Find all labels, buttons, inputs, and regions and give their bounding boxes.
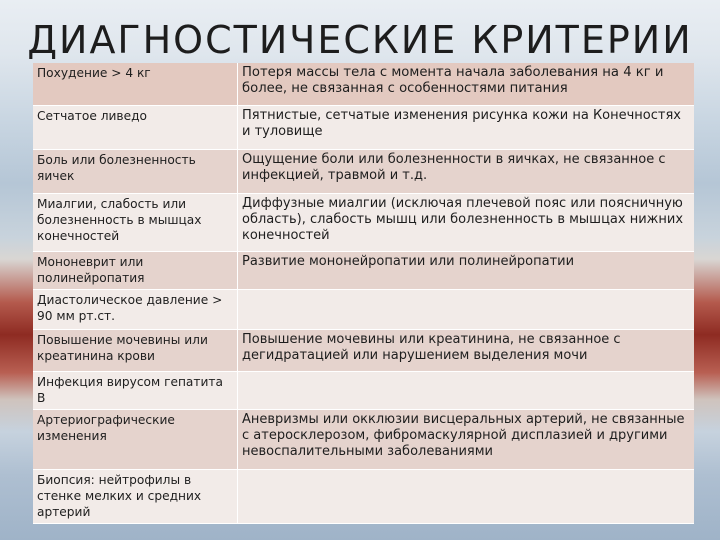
- criteria-table: [33, 63, 694, 524]
- page-title: ДИАГНОСТИЧЕСКИЕ КРИТЕРИИ: [27, 18, 693, 62]
- table-row: [33, 329, 694, 371]
- criterion-cell: Боль или болезненность яичек: [33, 149, 238, 193]
- description-cell: Потеря массы тела с момента начала заболевания на 4 кг и более, не связанная с особенностями питания: [238, 63, 695, 105]
- table-row: [33, 149, 694, 193]
- criterion-cell: Сетчатое ливедо: [33, 105, 238, 149]
- table-row: [33, 251, 694, 289]
- criterion-cell: Диастолическое давление > 90 мм рт.ст.: [33, 289, 238, 329]
- table-row: [33, 193, 694, 251]
- description-cell: [238, 371, 695, 409]
- table-row: [33, 289, 694, 329]
- criterion-cell: Артериографические изменения: [33, 409, 238, 469]
- criterion-cell: Похудение > 4 кг: [33, 63, 238, 105]
- description-cell: Развитие мононейропатии или полинейропатии: [238, 251, 695, 289]
- criterion-cell: Повышение мочевины или креатинина крови: [33, 329, 238, 371]
- table-row: [33, 469, 694, 523]
- criterion-cell: Миалгии, слабость или болезненность в мышцах конечностей: [33, 193, 238, 251]
- description-cell: Повышение мочевины или креатинина, не связанное с дегидратацией или нарушением выделения мочи: [238, 329, 695, 371]
- description-cell: Аневризмы или окклюзии висцеральных артерий, не связанные с атеросклерозом, фибромаскулярной дисплазией и другими невоспалительными заболеваниями: [238, 409, 695, 469]
- description-cell: Диффузные миалгии (исключая плечевой пояс или поясничную область), слабость мышц или болезненность в мышцах нижних конечностей: [238, 193, 695, 251]
- table-row: [33, 105, 694, 149]
- criterion-cell: Инфекция вирусом гепатита В: [33, 371, 238, 409]
- description-cell: [238, 289, 695, 329]
- criterion-cell: Биопсия: нейтрофилы в стенке мелких и средних артерий: [33, 469, 238, 523]
- table-row: [33, 371, 694, 409]
- criterion-cell: Мононеврит или полинейропатия: [33, 251, 238, 289]
- description-cell: Ощущение боли или болезненности в яичках, не связанное с инфекцией, травмой и т.д.: [238, 149, 695, 193]
- description-cell: [238, 469, 695, 523]
- table-row: [33, 409, 694, 469]
- table-row: [33, 63, 694, 105]
- description-cell: Пятнистые, сетчатые изменения рисунка кожи на Конечностях и туловище: [238, 105, 695, 149]
